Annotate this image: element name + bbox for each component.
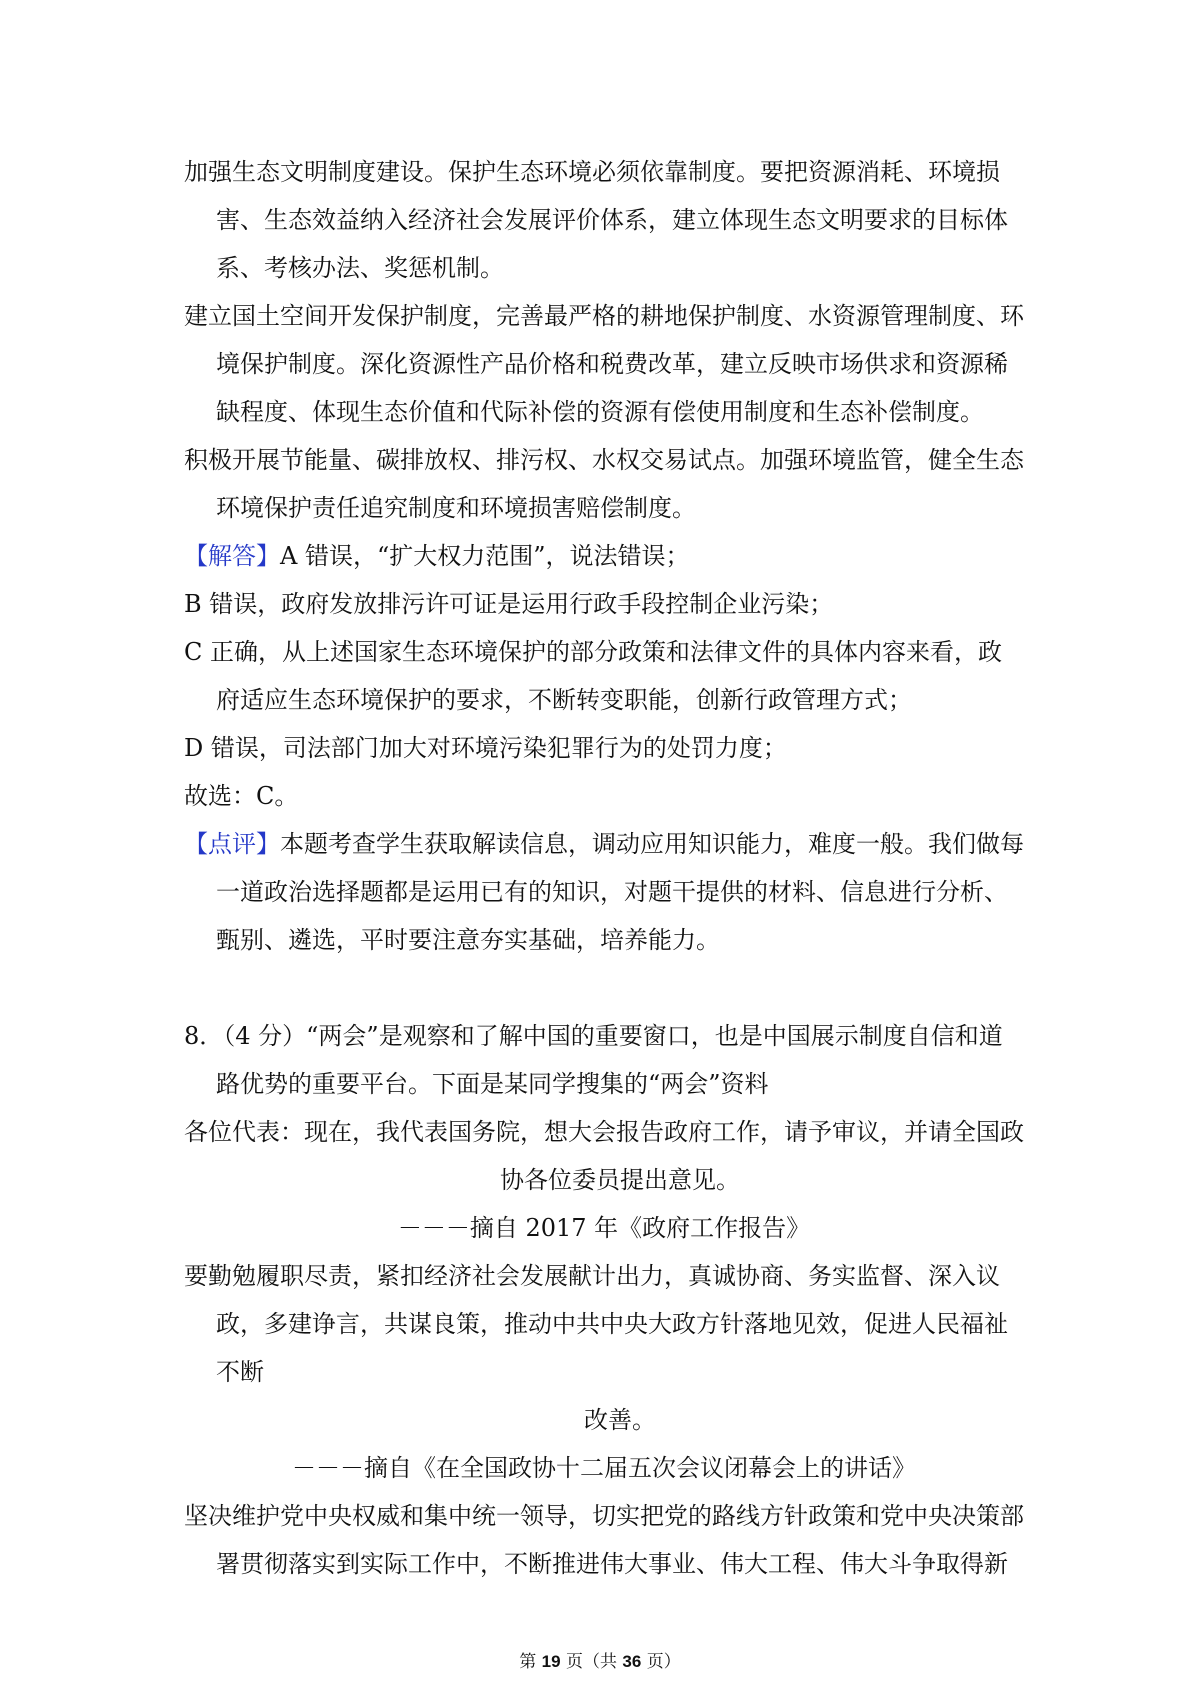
quote-1-body: 各位代表：现在，我代表国务院，想大会报告政府工作，请予审议，并请全国政 xyxy=(184,1118,1024,1146)
material-paragraph-2: 建立国土空间开发保护制度，完善最严格的耕地保护制度、水资源管理制度、环境保护制度。深化资源性产品价格和税费改革，建立反映市场供求和资源稀缺程度、体现生态价值和代际补偿的资源有偿使用制度和生态补偿制度。 xyxy=(184,302,1024,426)
question-8-stem: 8．（4 分）“两会”是观察和了解中国的重要窗口，也是中国展示制度自信和道路优势的重要平台。下面是某同学搜集的“两会”资料 xyxy=(184,1022,1003,1098)
answer-a-text: A 错误，“扩大权力范围”，说法错误； xyxy=(280,542,690,570)
quote-3-body: 坚决维护党中央权威和集中统一领导，切实把党的路线方针政策和党中央决策部署贯彻落实到实际工作中，不断推进伟大事业、伟大工程、伟大斗争取得新 xyxy=(184,1502,1024,1578)
quote-1-source: －－－摘自 2017 年《政府工作报告》 xyxy=(397,1214,811,1242)
section-gap xyxy=(184,964,1024,1012)
quote-2-body: 要勤勉履职尽责，紧扣经济社会发展献计出力，真诚协商、务实监督、深入议政，多建诤言，共谋良策，推动中共中央大政方针落地见效，促进人民福祉不断 xyxy=(184,1262,1008,1386)
footer-suffix: 页） xyxy=(641,1652,681,1672)
material-paragraph-3: 积极开展节能量、碳排放权、排污权、水权交易试点。加强环境监管，健全生态环境保护责任追究制度和环境损害赔偿制度。 xyxy=(184,446,1024,522)
answer-line-a xyxy=(184,532,1024,580)
material-paragraph-1: 加强生态文明制度建设。保护生态环境必须依靠制度。要把资源消耗、环境损害、生态效益纳入经济社会发展评价体系，建立体现生态文明要求的目标体系、考核办法、奖惩机制。 xyxy=(184,158,1008,282)
footer-prefix: 第 xyxy=(519,1652,542,1672)
quote-2-source: －－－摘自《在全国政协十二届五次会议闭幕会上的讲话》 xyxy=(292,1454,916,1482)
quote-2-tail: 改善。 xyxy=(584,1406,656,1434)
quote-1-tail: 协各位委员提出意见。 xyxy=(500,1166,740,1194)
answer-line-d: D 错误，司法部门加大对环境污染犯罪行为的处罚力度； xyxy=(184,734,787,762)
quote-1 xyxy=(184,1108,1024,1204)
page-content xyxy=(184,148,1024,1588)
footer-middle: 页（共 xyxy=(560,1652,623,1672)
footer-page-number: 19 xyxy=(541,1652,561,1671)
page-footer xyxy=(0,1650,1200,1674)
comment-text: 本题考查学生获取解读信息，调动应用知识能力，难度一般。我们做每一道政治选择题都是运用已有的知识，对题干提供的材料、信息进行分析、甄别、遴选，平时要注意夯实基础，培养能力。 xyxy=(216,830,1024,954)
comment-paragraph xyxy=(184,820,1024,964)
answer-line-c: C 正确，从上述国家生态环境保护的部分政策和法律文件的具体内容来看，政府适应生态环境保护的要求，不断转变职能，创新行政管理方式； xyxy=(184,638,1002,714)
answer-choice: 故选：C。 xyxy=(184,782,299,810)
quote-2 xyxy=(184,1252,1024,1444)
answer-tag: 【解答】 xyxy=(184,542,280,570)
footer-total-pages: 36 xyxy=(622,1652,642,1671)
comment-tag: 【点评】 xyxy=(184,830,280,858)
answer-line-b: B 错误，政府发放排污许可证是运用行政手段控制企业污染； xyxy=(184,590,834,618)
